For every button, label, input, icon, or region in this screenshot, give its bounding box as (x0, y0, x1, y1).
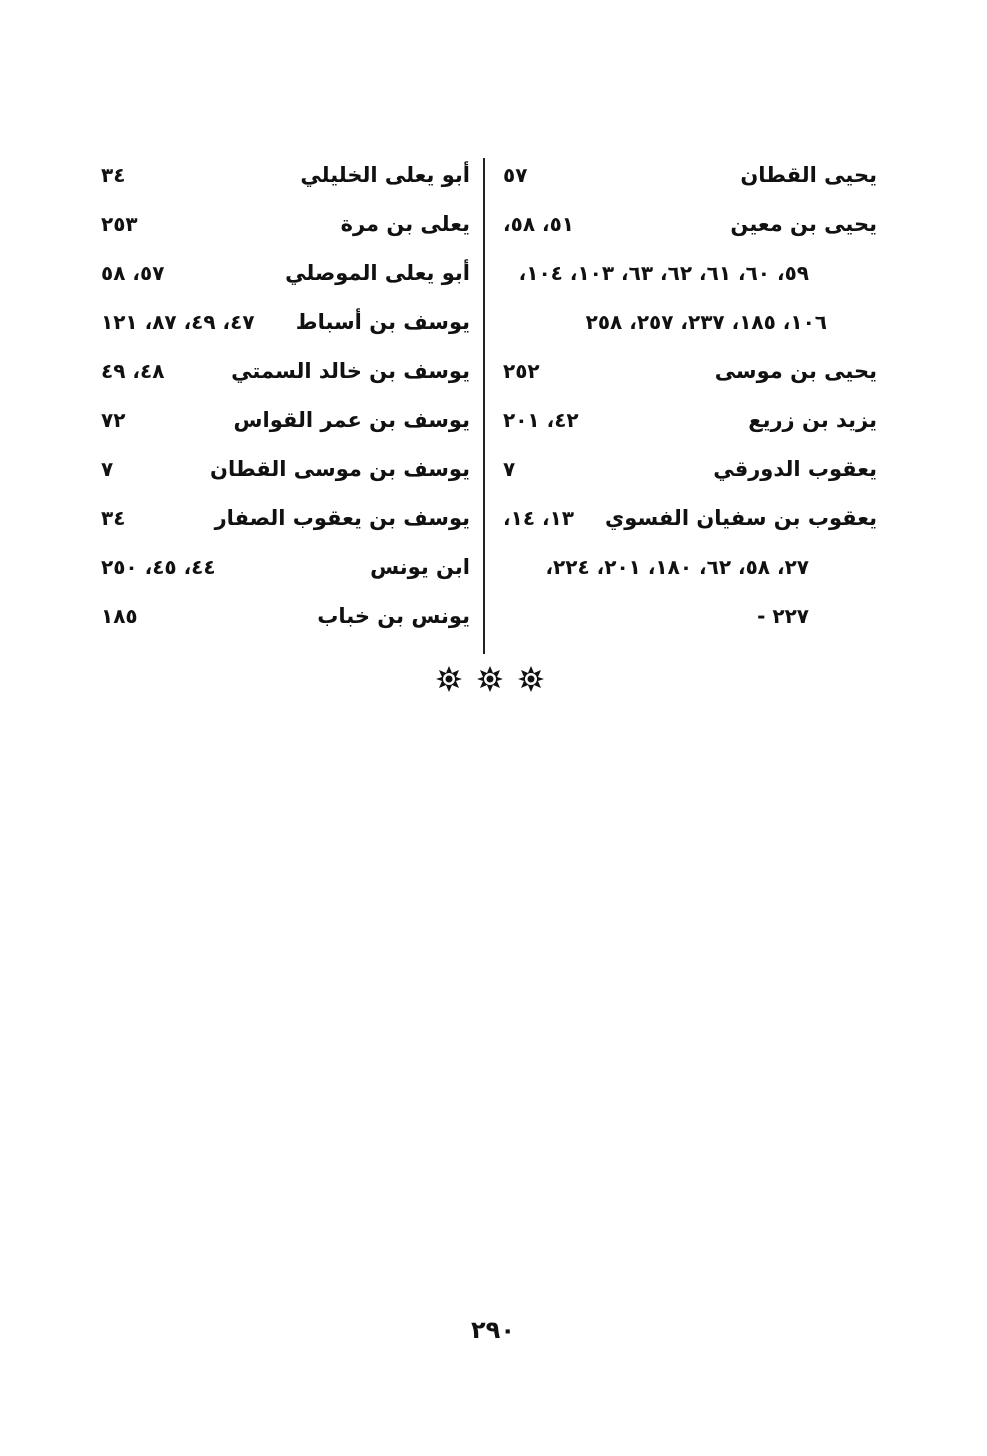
entry-name: يحيى بن موسى (714, 359, 877, 383)
index-entry (95, 444, 470, 493)
entry-name: يونس بن خباب (317, 604, 470, 628)
entry-name: أبو يعلى الموصلي (285, 261, 470, 285)
entry-pages-continued: ٥٩، ٦٠، ٦١، ٦٢، ٦٣، ١٠٣، ١٠٤، (518, 261, 809, 285)
entry-name: يعقوب الدورقي (713, 457, 877, 481)
entry-name: يحيى القطان (740, 163, 877, 187)
index-entry-continuation (497, 248, 877, 297)
index-entry (497, 199, 877, 248)
index-entry (95, 395, 470, 444)
index-entry (95, 199, 470, 248)
index-entry-continuation (497, 542, 877, 591)
index-entry (497, 395, 877, 444)
entry-pages-continued: ٢٧، ٥٨، ٦٢، ١٨٠، ٢٠١، ٢٢٤، (545, 555, 809, 579)
entry-pages: ٣٤ (101, 506, 126, 530)
entry-pages: ٧ (101, 457, 114, 481)
index-entry (95, 150, 470, 199)
entry-pages: ١٨٥ (101, 604, 138, 628)
entry-pages: ٤٢، ٢٠١ (503, 408, 579, 432)
index-entry (497, 150, 877, 199)
right-column (497, 150, 877, 640)
entry-name: يعلى بن مرة (340, 212, 470, 236)
star-ornament-icon (476, 665, 504, 693)
entry-pages: ٥١، ٥٨، (503, 212, 575, 236)
index-entry (95, 493, 470, 542)
index-entry (95, 591, 470, 640)
entry-pages: ٥٧، ٥٨ (101, 261, 165, 285)
entry-name: ابن يونس (370, 555, 470, 579)
entry-name: يوسف بن يعقوب الصفار (214, 506, 470, 530)
entry-pages-continued: ١٠٦، ١٨٥، ٢٣٧، ٢٥٧، ٢٥٨ (585, 310, 827, 334)
entry-name: يزيد بن زريع (748, 408, 877, 432)
star-ornament-icon (517, 665, 545, 693)
entry-name: يعقوب بن سفيان الفسوي (605, 506, 877, 530)
entry-name: يحيى بن معين (730, 212, 877, 236)
index-entry (497, 444, 877, 493)
left-column (95, 150, 470, 640)
index-entry-continuation (497, 591, 877, 640)
entry-name: يوسف بن عمر القواس (233, 408, 470, 432)
star-ornament-icon (435, 665, 463, 693)
column-divider (483, 158, 485, 654)
entry-pages-continued: ٢٢٧ - (757, 604, 809, 628)
entry-name: يوسف بن خالد السمتي (231, 359, 470, 383)
index-entry (95, 542, 470, 591)
entry-name: يوسف بن موسى القطان (210, 457, 470, 481)
entry-pages: ٧٢ (101, 408, 126, 432)
entry-pages: ٤٧، ٤٩، ٨٧، ١٢١ (101, 310, 255, 334)
index-entry (497, 346, 877, 395)
index-entry (497, 493, 877, 542)
entry-pages: ١٣، ١٤، (503, 506, 575, 530)
entry-pages: ٢٥٢ (503, 359, 540, 383)
entry-pages: ٥٧ (503, 163, 528, 187)
index-entry (95, 248, 470, 297)
entry-pages: ٣٤ (101, 163, 126, 187)
entry-pages: ٤٤، ٤٥، ٢٥٠ (101, 555, 216, 579)
entry-pages: ٤٨، ٤٩ (101, 359, 165, 383)
index-entry-continuation (497, 297, 877, 346)
entry-pages: ٧ (503, 457, 516, 481)
page-number: ٢٩٠ (471, 1316, 515, 1344)
index-entry (95, 346, 470, 395)
entry-pages: ٢٥٣ (101, 212, 138, 236)
section-end-ornaments (435, 662, 545, 696)
index-entry (95, 297, 470, 346)
entry-name: أبو يعلى الخليلي (300, 163, 470, 187)
entry-name: يوسف بن أسباط (295, 310, 470, 334)
